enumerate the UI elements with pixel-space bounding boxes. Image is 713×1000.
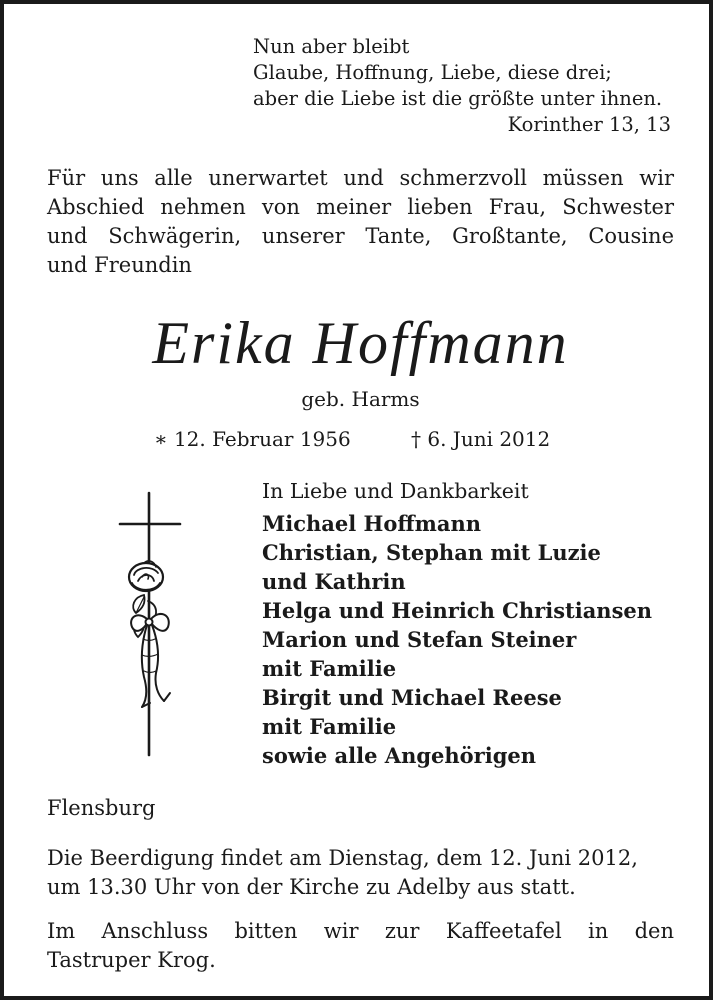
coffee-line-2: Tastruper Krog. bbox=[47, 948, 216, 972]
deceased-name: Erika Hoffmann bbox=[152, 310, 569, 376]
intro-text bbox=[47, 164, 674, 280]
funeral-info bbox=[47, 844, 674, 902]
family-member: mit Familie bbox=[262, 714, 397, 739]
maiden-name: geb. Harms bbox=[301, 387, 420, 411]
verse-line-1: Nun aber bleibt bbox=[253, 35, 410, 58]
coffee-info bbox=[47, 917, 674, 975]
funeral-line-1: Die Beerdigung findet am Dienstag, dem 12. Juni 2012, bbox=[47, 846, 638, 870]
family-member: sowie alle Angehörigen bbox=[262, 743, 537, 768]
family-member: Helga und Heinrich Christiansen bbox=[262, 598, 653, 623]
birth-date: ∗ 12. Februar 1956 bbox=[154, 427, 351, 451]
verse-line-3: aber die Liebe ist die größte unter ihnen. bbox=[253, 87, 663, 110]
intro-line-2: Abschied nehmen von meiner lieben Frau, Schwester bbox=[47, 195, 674, 219]
intro-line-3: und Schwägerin, unserer Tante, Großtante, Cousine bbox=[47, 224, 674, 248]
death-date: † 6. Juni 2012 bbox=[411, 427, 551, 451]
family-signatures bbox=[262, 477, 692, 770]
family-member: Christian, Stephan mit Luzie bbox=[262, 540, 601, 565]
coffee-line-1: Im Anschluss bitten wir zur Kaffeetafel in den bbox=[47, 919, 674, 943]
bible-verse bbox=[253, 34, 671, 138]
family-member: Birgit und Michael Reese bbox=[262, 685, 562, 710]
family-member: Marion und Stefan Steiner bbox=[262, 627, 577, 652]
family-member: mit Familie bbox=[262, 656, 397, 681]
thanks-line: In Liebe und Dankbarkeit bbox=[262, 479, 529, 503]
intro-line-4: und Freundin bbox=[47, 253, 192, 277]
cross-with-rose-icon bbox=[114, 491, 194, 759]
intro-line-1: Für uns alle unerwartet und schmerzvoll müssen wir bbox=[47, 166, 674, 190]
family-member: Michael Hoffmann bbox=[262, 511, 481, 536]
verse-line-2: Glaube, Hoffnung, Liebe, diese drei; bbox=[253, 61, 612, 84]
funeral-line-2: um 13.30 Uhr von der Kirche zu Adelby aus statt. bbox=[47, 875, 576, 899]
city-name: Flensburg bbox=[47, 796, 156, 820]
verse-reference: Korinther 13, 13 bbox=[507, 113, 671, 136]
family-member: und Kathrin bbox=[262, 569, 406, 594]
